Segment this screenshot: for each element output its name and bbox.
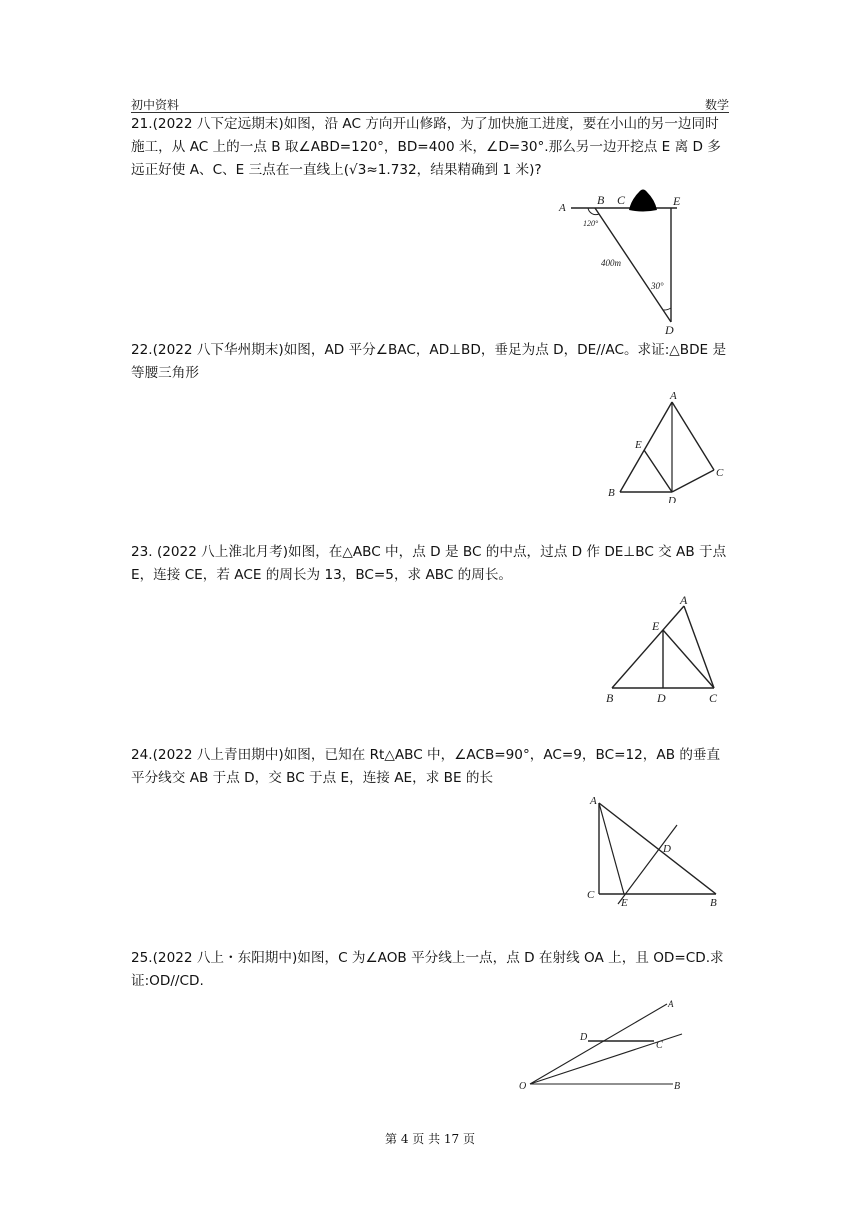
label-400m: 400m <box>601 258 621 268</box>
label-o: O <box>519 1081 527 1092</box>
label-d: D <box>657 691 666 705</box>
label-c: C <box>716 467 724 479</box>
question-22-figure <box>602 388 732 503</box>
label-a: A <box>590 795 597 807</box>
label-a: A <box>559 202 566 214</box>
question-24-figure <box>580 790 730 910</box>
label-b: B <box>674 1081 681 1092</box>
label-d: D <box>663 843 671 855</box>
label-e: E <box>621 897 628 909</box>
label-a: A <box>670 390 677 402</box>
label-c: C <box>709 691 718 705</box>
label-b: B <box>606 691 614 705</box>
header-right: 数学 <box>704 98 729 112</box>
label-angle-120: 120° <box>583 219 599 228</box>
header-left: 初中资料 <box>131 98 180 112</box>
label-a: A <box>668 999 674 1009</box>
question-23-text: 23. (2022 八上淮北月考)如图，在△ABC 中，点 D 是 BC 的中点，过点 D 作 DE⊥BC 交 AB 于点 E，连接 CE，若 ACE 的周长为 13，BC=5，求 ABC 的周长。 <box>131 544 727 583</box>
label-c: C <box>656 1040 663 1051</box>
label-d: D <box>580 1032 588 1043</box>
label-c: C <box>587 889 595 901</box>
question-22-text: 22.(2022 八下华州期末)如图，AD 平分∠BAC，AD⊥BD，垂足为点 D，DE//AC。求证:△BDE 是等腰三角形 <box>131 342 727 381</box>
label-e: E <box>652 619 660 633</box>
label-a: A <box>680 593 688 607</box>
question-25-text: 25.(2022 八上・东阳期中)如图，C 为∠AOB 平分线上一点，点 D 在射线 OA 上，且 OD=CD.求证:OD//CD. <box>131 950 724 989</box>
question-24-text: 24.(2022 八上青田期中)如图，已知在 Rt△ABC 中，∠ACB=90°，AC=9，BC=12，AB 的垂直平分线交 AB 于点 D，交 BC 于点 E，连接 AE，求 BE 的长 <box>131 747 721 786</box>
label-b: B <box>608 487 615 499</box>
question-23-figure <box>600 590 735 705</box>
question-25-figure <box>510 995 695 1100</box>
label-e: E <box>673 194 681 208</box>
label-angle-30: 30° <box>651 281 664 291</box>
label-d: D <box>668 495 676 503</box>
label-b: B <box>710 897 717 909</box>
question-21-figure <box>555 186 695 336</box>
mountain-shape <box>629 190 657 212</box>
page-footer: 第 4 页 共 17 页 <box>385 1132 475 1146</box>
label-b: B <box>597 193 605 207</box>
page-header <box>131 96 729 113</box>
label-d: D <box>665 323 674 336</box>
label-e: E <box>635 439 642 451</box>
question-21-text: 21.(2022 八下定远期末)如图，沿 AC 方向开山修路，为了加快施工进度，要在小山的另一边同时施工，从 AC 上的一点 B 取∠ABD=120°，BD=400 米，∠D=30°.那么另一边开挖点 E 离 D 多远正好使 A、C、E 三点在一直线上(√3≈1.732，结果精确到 1 米)? <box>131 116 721 178</box>
label-c: C <box>617 193 626 207</box>
